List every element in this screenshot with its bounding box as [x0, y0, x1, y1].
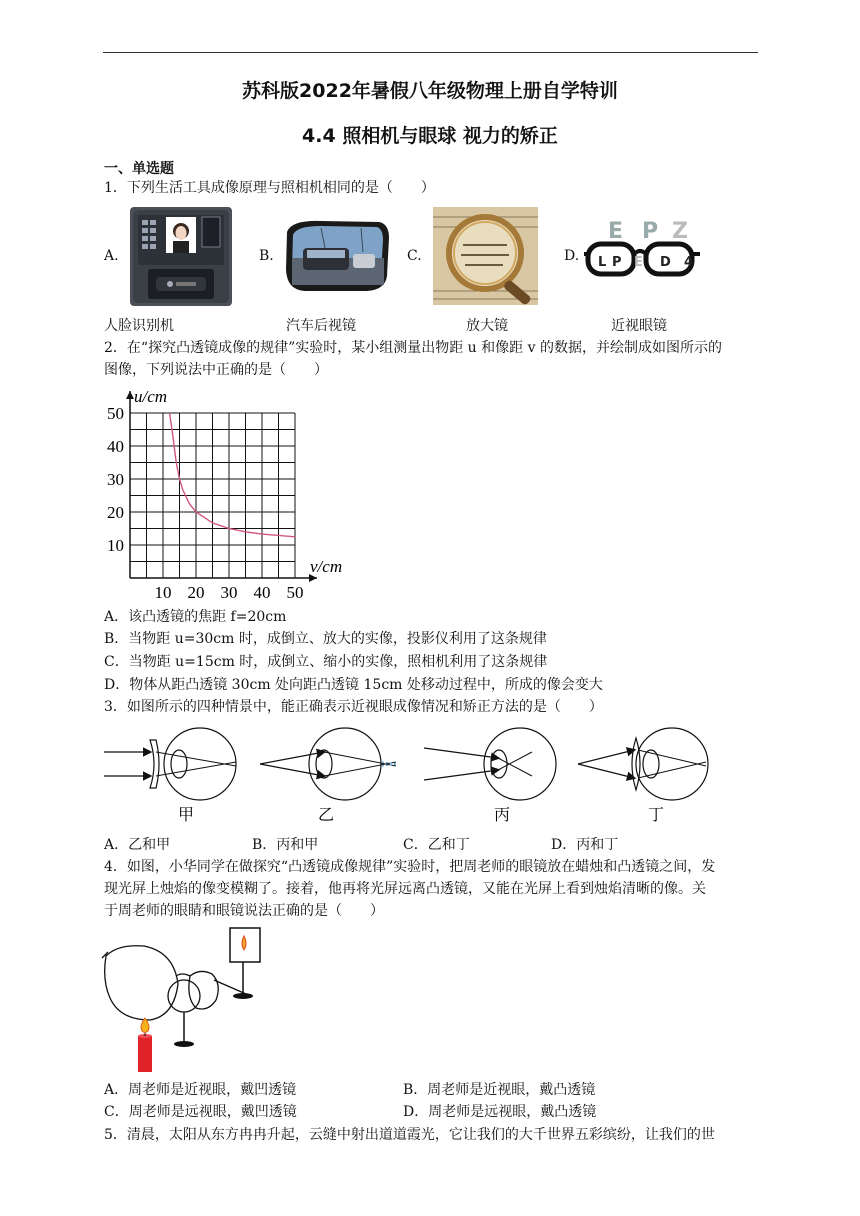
q4-option-d: D．周老师是远视眼，戴凸透镜	[403, 1104, 597, 1120]
x-tick-label: 10	[154, 583, 172, 602]
q2-option-d: D．物体从距凸透镜 30cm 处向距凸透镜 15cm 处移动过程中，所成的像会变大	[104, 677, 603, 693]
eye-chart-letter: D	[660, 255, 671, 270]
q1-option-c-caption: 放大镜	[466, 318, 508, 334]
eye-diagram-jia	[104, 728, 236, 800]
q4-stem-line2: 现光屏上烛焰的像变模糊了。接着，他再将光屏远离凸透镜，又能在光屏上看到烛焰清晰的像。关	[104, 881, 706, 897]
x-axis-label: v/cm	[310, 557, 343, 576]
eye-diagram-bing	[424, 728, 556, 800]
header-rule	[103, 52, 758, 53]
q3-option-c: C．乙和丁	[403, 837, 470, 853]
figure-label-yi: 乙	[318, 807, 335, 824]
q1-option-c-letter: C.	[407, 248, 422, 264]
q2-stem-line1: 2．在“探究凸透镜成像的规律”实验时，某小组测量出物距 u 和像距 v 的数据，并绘制成如图所示的	[104, 340, 722, 356]
q4-option-c: C．周老师是远视眼，戴凹透镜	[104, 1104, 297, 1120]
series-line	[170, 413, 295, 537]
page-subtitle: 4.4 照相机与眼球 视力的矫正	[302, 125, 558, 147]
y-axis-label: u/cm	[134, 387, 168, 406]
car-mirror-image	[281, 218, 391, 294]
eye-chart-letter: 4	[684, 255, 694, 270]
x-tick-label: 30	[220, 583, 238, 602]
page-title: 苏科版2022年暑假八年级物理上册自学特训	[242, 80, 618, 102]
eye-chart-letter: P	[642, 219, 659, 244]
figure-label-ding: 丁	[648, 807, 665, 824]
q4-option-b: B．周老师是近视眼，戴凸透镜	[403, 1082, 596, 1098]
eye-chart-letter: L	[598, 255, 607, 270]
uv-chart	[96, 384, 366, 604]
magnifier-image	[433, 207, 538, 305]
q3-stem: 3．如图所示的四种情景中，能正确表示近视眼成像情况和矫正方法的是（ ）	[104, 699, 603, 715]
eye-chart-letter: P	[612, 255, 622, 270]
y-tick-label: 50	[107, 404, 124, 423]
x-tick-label: 40	[253, 583, 271, 602]
q4-option-a: A．周老师是近视眼，戴凹透镜	[104, 1082, 297, 1098]
figure-label-bing: 丙	[494, 807, 511, 824]
eye-diagram-ding	[578, 728, 708, 800]
eye-chart-letter: E	[634, 255, 643, 270]
eye-chart-letter: Z	[672, 219, 688, 244]
q1-option-a-caption: 人脸识别机	[104, 318, 174, 334]
y-tick-label: 10	[107, 536, 124, 555]
eye-diagram-yi	[260, 728, 398, 800]
q2-option-b: B．当物距 u=30cm 时，成倒立、放大的实像，投影仪利用了这条规律	[104, 631, 547, 647]
q5-stem-line1: 5．清晨，太阳从东方冉冉升起，云缝中射出道道霞光，它让我们的大千世界五彩缤纷，让我们的世	[104, 1127, 715, 1143]
x-tick-label: 50	[286, 583, 304, 602]
q1-stem: 1．下列生活工具成像原理与照相机相同的是（ ）	[104, 180, 435, 196]
y-tick-label: 20	[107, 503, 124, 522]
figure-label-jia: 甲	[178, 807, 195, 824]
x-tick-label: 20	[187, 583, 205, 602]
y-axis-arrow	[126, 391, 134, 399]
q1-option-d-caption: 近视眼镜	[611, 318, 667, 334]
eye-diagrams	[100, 722, 720, 828]
myopia-glasses-image	[584, 214, 700, 278]
section-heading: 一、单选题	[104, 161, 174, 177]
eye-chart-letter: E	[608, 219, 624, 244]
q3-option-d: D．丙和丁	[551, 837, 619, 853]
face-recognition-image	[130, 207, 232, 306]
q4-stem-line3: 于周老师的眼睛和眼镜说法正确的是（ ）	[104, 903, 384, 919]
q2-stem-line2: 图像，下列说法中正确的是（ ）	[104, 362, 328, 378]
y-tick-label: 30	[107, 470, 124, 489]
y-tick-label: 40	[107, 437, 124, 456]
q2-option-a: A．该凸透镜的焦距 f=20cm	[104, 609, 287, 625]
q2-option-c: C．当物距 u=15cm 时，成倒立、缩小的实像，照相机利用了这条规律	[104, 654, 548, 670]
glasses-experiment-figure	[100, 924, 270, 1074]
q4-stem-line1: 4．如图，小华同学在做探究“凸透镜成像规律”实验时，把周老师的眼镜放在蜡烛和凸透镜之间，发	[104, 859, 716, 875]
q3-option-a: A．乙和甲	[104, 837, 171, 853]
q1-option-b-caption: 汽车后视镜	[286, 318, 356, 334]
q3-option-b: B．丙和甲	[252, 837, 319, 853]
q1-option-b-letter: B.	[259, 248, 274, 264]
q1-option-d-letter: D.	[564, 248, 580, 264]
q1-option-a-letter: A.	[104, 248, 119, 264]
